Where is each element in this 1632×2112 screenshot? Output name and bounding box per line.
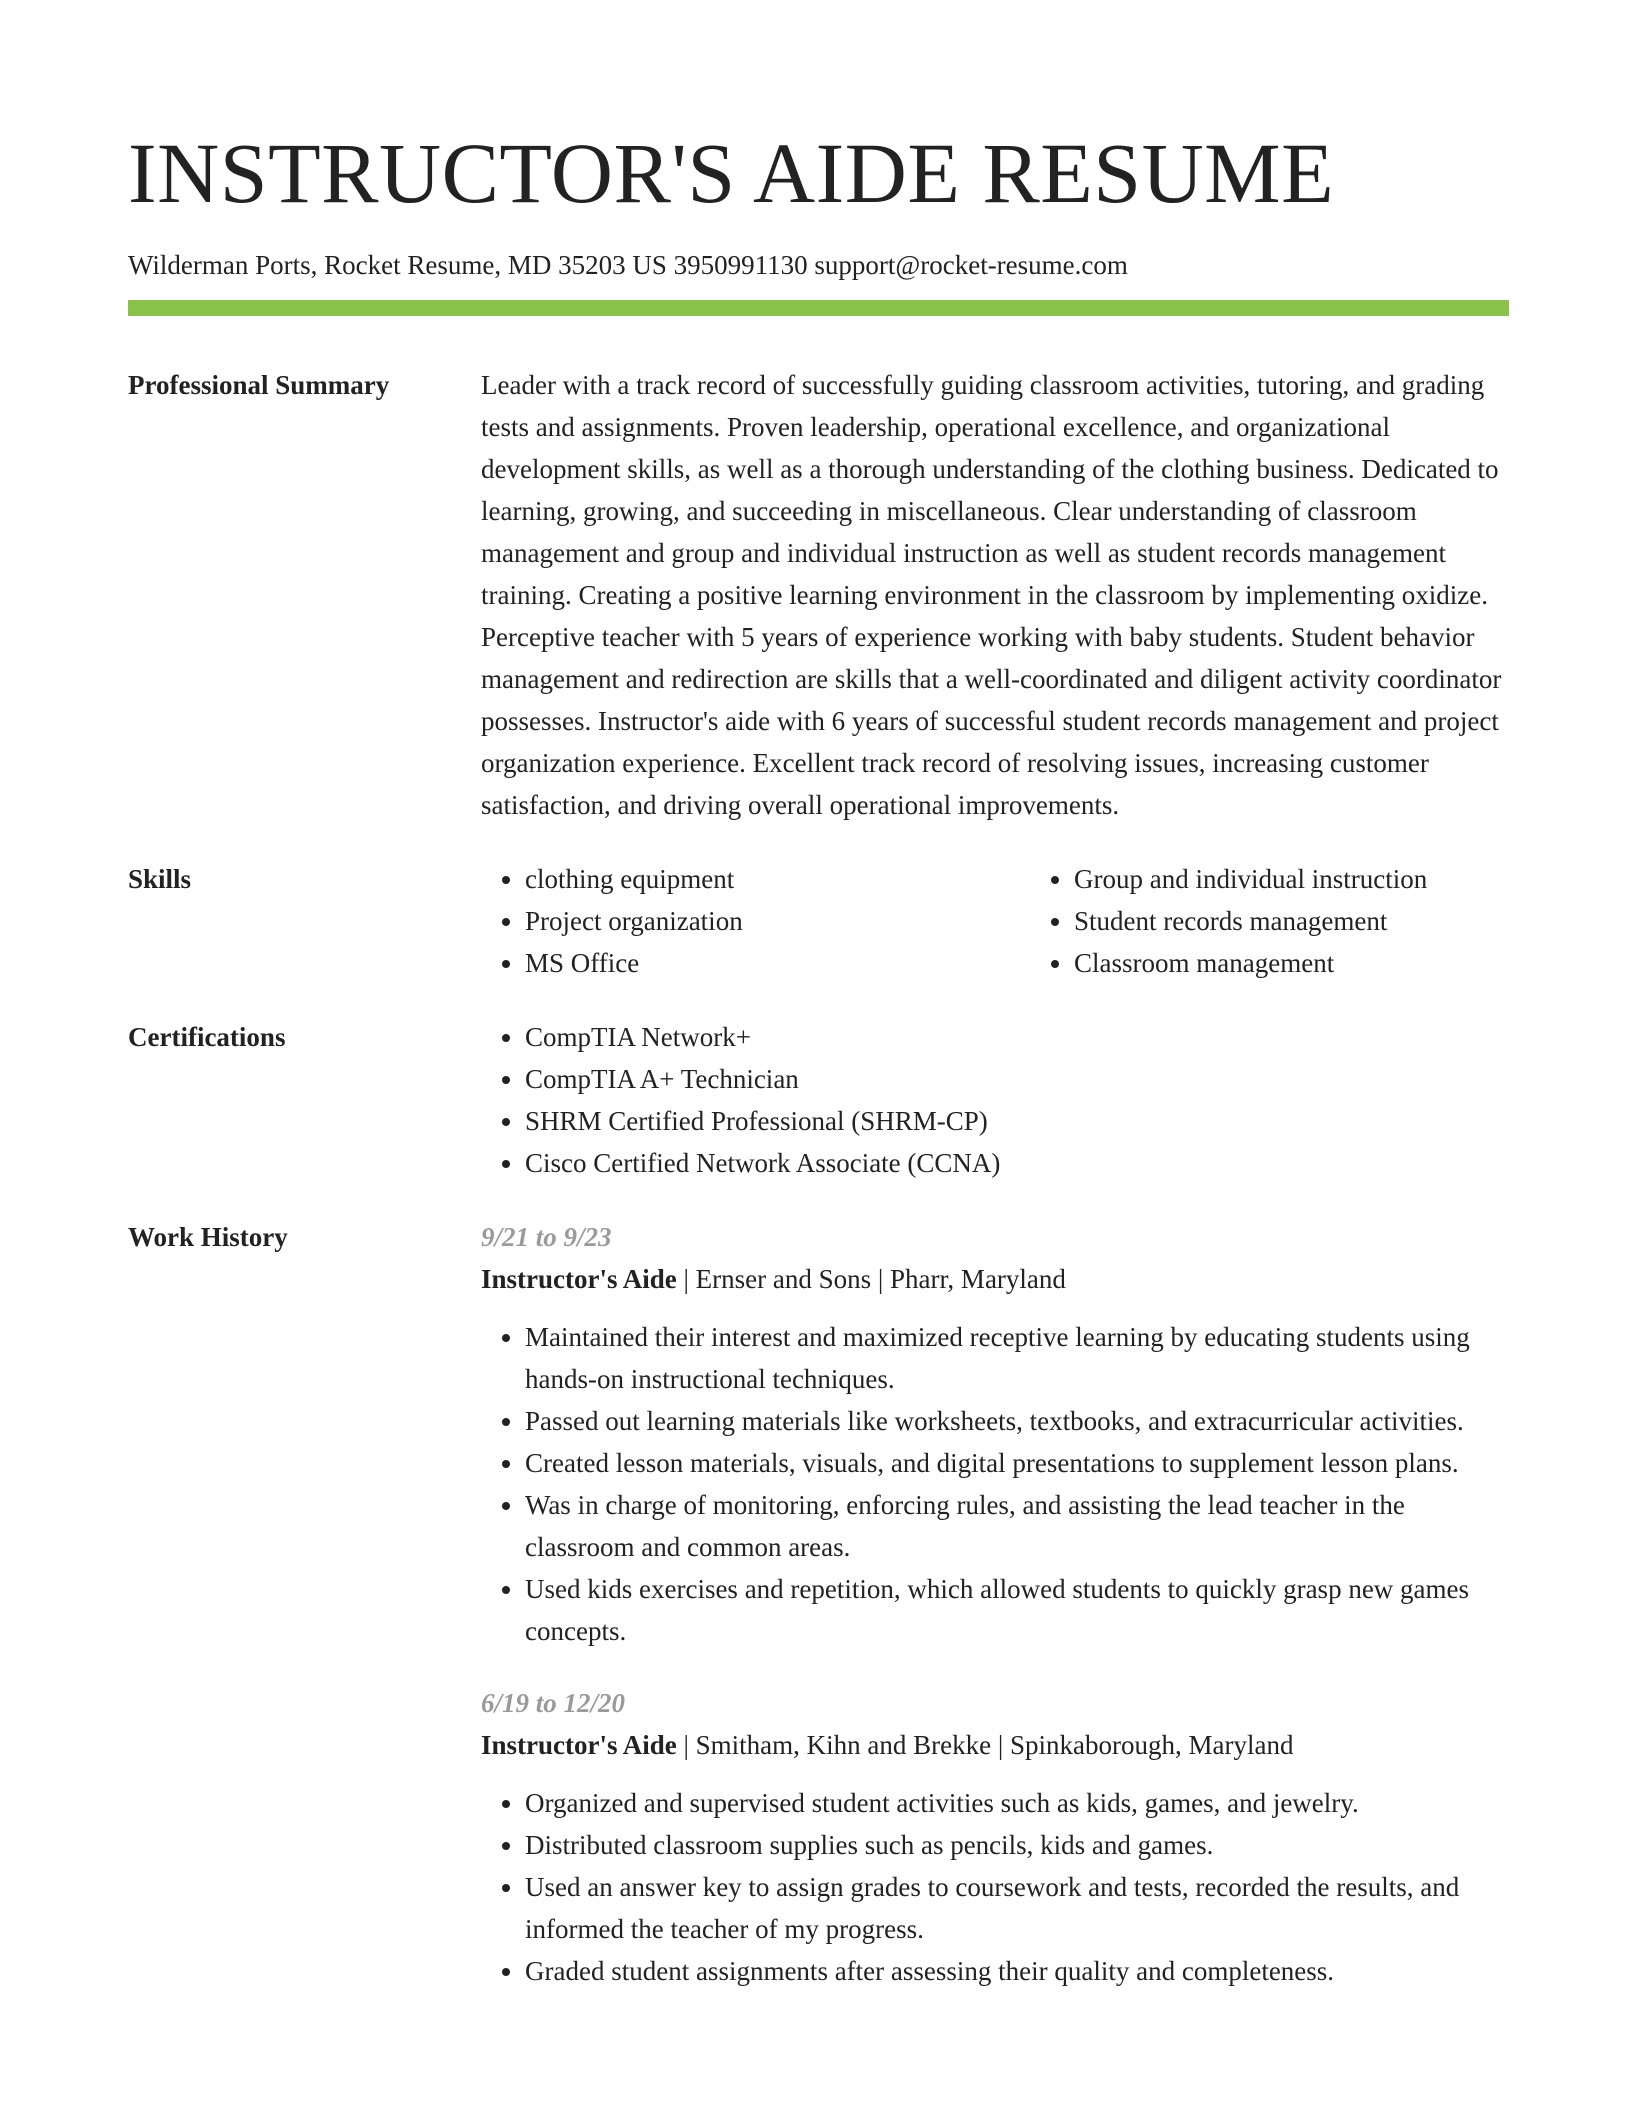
skill-item: • Group and individual instruction — [1074, 858, 1579, 900]
resume-page — [128, 0, 1509, 1992]
certification-item: • CompTIA Network+ — [525, 1016, 1509, 1058]
job-bullet: • Created lesson materials, visuals, and digital presentations to supplement lesson plans. — [525, 1442, 1509, 1484]
job-bullet: • Used an answer key to assign grades to coursework and tests, recorded the results, and informed the teacher of my progress. — [525, 1866, 1509, 1950]
summary-body — [481, 364, 1509, 826]
job-bullet: • Maintained their interest and maximized receptive learning by educating students using hands-on instructional techniques. — [525, 1316, 1509, 1400]
job-dates: 6/19 to 12/20 — [481, 1688, 626, 1718]
certification-item: • Cisco Certified Network Associate (CCNA) — [525, 1142, 1509, 1184]
section-label-summary: Professional Summary — [128, 370, 390, 400]
job-title: Instructor's Aide — [481, 1730, 677, 1760]
section-label-skills: Skills — [128, 864, 192, 894]
header-divider — [128, 300, 1509, 316]
job-bullet: • Was in charge of monitoring, enforcing rules, and assisting the lead teacher in the classroom and common areas. — [525, 1484, 1509, 1568]
job-title: Instructor's Aide — [481, 1264, 677, 1294]
job-heading — [481, 1258, 1509, 1300]
job-bullets — [481, 1316, 1509, 1652]
section-label-certifications: Certifications — [128, 1022, 286, 1052]
job-bullet: • Distributed classroom supplies such as pencils, kids and games. — [525, 1824, 1509, 1866]
skill-item: • clothing equipment — [525, 858, 1030, 900]
summary-text: Leader with a track record of successfully guiding classroom activities, tutoring, and grading tests and assignments. Proven leadership, operational excellence, and organizational development skills, as well as a thorough understanding of the clothing business. Dedicated to learning, growing, and succeeding in miscellaneous. Clear understanding of classroom management and group and individual instruction as well as student records management training. Creating a positive learning environment in the classroom by implementing oxidize. Perceptive teacher with 5 years of experience working with baby students. Student behavior management and redirection are skills that a well-coordinated and diligent activity coordinator possesses. Instructor's aide with 6 years of successful student records management and project organization experience. Excellent track record of resolving issues, increasing customer satisfaction, and driving overall operational improvements. — [481, 370, 1502, 820]
skill-item: • Project organization — [525, 900, 1030, 942]
contact-line: Wilderman Ports, Rocket Resume, MD 35203 US 3950991130 support@rocket-resume.com — [128, 250, 1128, 280]
job-entry — [481, 1682, 1509, 1992]
job-bullets — [481, 1782, 1509, 1992]
certification-item: • SHRM Certified Professional (SHRM-CP) — [525, 1100, 1509, 1142]
job-bullet: • Used kids exercises and repetition, which allowed students to quickly grasp new games concepts. — [525, 1568, 1509, 1652]
job-employer-location: | Smitham, Kihn and Brekke | Spinkaborough, Maryland — [676, 1730, 1294, 1760]
work-history-section — [128, 1216, 1509, 1992]
job-entry — [481, 1216, 1509, 1652]
certifications-body — [481, 1016, 1509, 1184]
skill-item: • Student records management — [1074, 900, 1579, 942]
job-heading — [481, 1724, 1509, 1766]
skill-item: • Classroom management — [1074, 942, 1579, 984]
resume-title: INSTRUCTOR'S AIDE RESUME — [128, 125, 1335, 221]
skills-section — [128, 858, 1509, 984]
section-label-work-history: Work History — [128, 1222, 288, 1252]
certifications-section — [128, 1016, 1509, 1184]
job-bullet: • Passed out learning materials like worksheets, textbooks, and extracurricular activities. — [525, 1400, 1509, 1442]
certification-item: • CompTIA A+ Technician — [525, 1058, 1509, 1100]
skills-column-left — [481, 858, 1030, 984]
professional-summary-section — [128, 364, 1509, 826]
job-bullet: • Organized and supervised student activities such as kids, games, and jewelry. — [525, 1782, 1509, 1824]
skills-body — [481, 858, 1579, 984]
certifications-list — [481, 1016, 1509, 1184]
skill-item: • MS Office — [525, 942, 1030, 984]
skills-grid — [481, 858, 1579, 984]
job-employer-location: | Ernser and Sons | Pharr, Maryland — [676, 1264, 1066, 1294]
job-dates: 9/21 to 9/23 — [481, 1222, 612, 1252]
skills-column-right — [1030, 858, 1579, 984]
work-history-body — [481, 1216, 1509, 1992]
job-bullet: • Graded student assignments after assessing their quality and completeness. — [525, 1950, 1509, 1992]
